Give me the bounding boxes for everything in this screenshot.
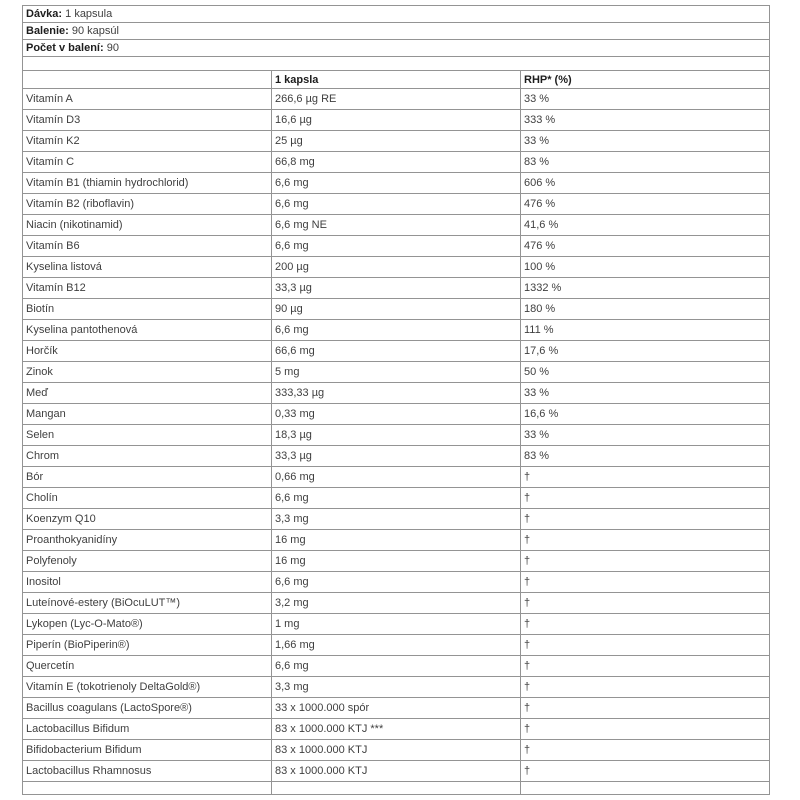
- ingredient-name-cell: Selen: [23, 425, 272, 446]
- ingredient-name-cell: Mangan: [23, 404, 272, 425]
- ingredient-name-cell: Bór: [23, 467, 272, 488]
- rhp-cell: 33 %: [521, 425, 770, 446]
- amount-cell: 3,3 mg: [272, 509, 521, 530]
- rhp-cell: †: [521, 488, 770, 509]
- table-row: [23, 257, 770, 278]
- amount-cell: 66,8 mg: [272, 152, 521, 173]
- table-row: [23, 488, 770, 509]
- rhp-cell: †: [521, 656, 770, 677]
- amount-cell: 83 x 1000.000 KTJ: [272, 761, 521, 782]
- table-row: [23, 425, 770, 446]
- amount-cell: 200 µg: [272, 257, 521, 278]
- ingredient-name-cell: Biotín: [23, 299, 272, 320]
- amount-cell: 6,6 mg: [272, 320, 521, 341]
- table-row: [23, 383, 770, 404]
- info-label: Počet v balení:: [26, 42, 104, 54]
- amount-cell: 333,33 µg: [272, 383, 521, 404]
- ingredient-name-cell: Vitamín D3: [23, 110, 272, 131]
- ingredient-name-cell: Horčík: [23, 341, 272, 362]
- cutoff-cell: [521, 782, 770, 795]
- amount-cell: 266,6 µg RE: [272, 89, 521, 110]
- amount-cell: 3,2 mg: [272, 593, 521, 614]
- info-cell: [23, 40, 770, 57]
- table-row: [23, 404, 770, 425]
- ingredient-name-cell: Vitamín B1 (thiamin hydrochlorid): [23, 173, 272, 194]
- table-row: [23, 173, 770, 194]
- info-row: [23, 40, 770, 57]
- table-row: [23, 341, 770, 362]
- amount-cell: 33 x 1000.000 spór: [272, 698, 521, 719]
- table-row: [23, 551, 770, 572]
- rhp-cell: 333 %: [521, 110, 770, 131]
- table-row: [23, 698, 770, 719]
- table-row: [23, 593, 770, 614]
- table-row: [23, 236, 770, 257]
- rhp-cell: †: [521, 551, 770, 572]
- info-row: [23, 23, 770, 40]
- amount-cell: 0,66 mg: [272, 467, 521, 488]
- table-row: [23, 299, 770, 320]
- ingredient-name-cell: Vitamín A: [23, 89, 272, 110]
- rhp-cell: 33 %: [521, 383, 770, 404]
- ingredient-name-cell: Lykopen (Lyc-O-Mato®): [23, 614, 272, 635]
- rhp-cell: †: [521, 593, 770, 614]
- table-row: [23, 215, 770, 236]
- ingredient-name-cell: Cholín: [23, 488, 272, 509]
- table-row: [23, 719, 770, 740]
- amount-cell: 33,3 µg: [272, 278, 521, 299]
- rhp-cell: †: [521, 530, 770, 551]
- ingredient-name-cell: Vitamín E (tokotrienoly DeltaGold®): [23, 677, 272, 698]
- ingredient-name-cell: Niacin (nikotinamid): [23, 215, 272, 236]
- rhp-cell: †: [521, 698, 770, 719]
- ingredient-name-cell: Zinok: [23, 362, 272, 383]
- table-row: [23, 509, 770, 530]
- amount-cell: 18,3 µg: [272, 425, 521, 446]
- rhp-cell: 83 %: [521, 152, 770, 173]
- amount-cell: 1 mg: [272, 614, 521, 635]
- rhp-cell: †: [521, 614, 770, 635]
- amount-cell: 16 mg: [272, 551, 521, 572]
- info-value: 1 kapsula: [65, 8, 113, 20]
- rhp-cell: 111 %: [521, 320, 770, 341]
- amount-cell: 90 µg: [272, 299, 521, 320]
- table-row: [23, 278, 770, 299]
- table-row: [23, 530, 770, 551]
- rhp-cell: 83 %: [521, 446, 770, 467]
- header-per-capsule: 1 kapsla: [272, 71, 521, 89]
- ingredient-name-cell: Bacillus coagulans (LactoSpore®): [23, 698, 272, 719]
- ingredient-name-cell: Proanthokyanidíny: [23, 530, 272, 551]
- amount-cell: 6,6 mg NE: [272, 215, 521, 236]
- table-row: [23, 110, 770, 131]
- table-row: [23, 635, 770, 656]
- table-row: [23, 152, 770, 173]
- ingredient-name-cell: Piperín (BioPiperin®): [23, 635, 272, 656]
- amount-cell: 6,6 mg: [272, 656, 521, 677]
- amount-cell: 6,6 mg: [272, 194, 521, 215]
- table-row: [23, 656, 770, 677]
- rhp-cell: 476 %: [521, 236, 770, 257]
- rhp-cell: 476 %: [521, 194, 770, 215]
- table-row: [23, 362, 770, 383]
- amount-cell: 16 mg: [272, 530, 521, 551]
- header-rhp: RHP* (%): [521, 71, 770, 89]
- rhp-cell: 1332 %: [521, 278, 770, 299]
- ingredient-name-cell: Vitamín B2 (riboflavin): [23, 194, 272, 215]
- ingredient-name-cell: Meď: [23, 383, 272, 404]
- rhp-cell: 17,6 %: [521, 341, 770, 362]
- table-row: [23, 320, 770, 341]
- table-row: [23, 467, 770, 488]
- rhp-cell: †: [521, 509, 770, 530]
- ingredient-name-cell: Lactobacillus Bifidum: [23, 719, 272, 740]
- cutoff-cell: [23, 782, 272, 795]
- rhp-cell: †: [521, 467, 770, 488]
- ingredient-name-cell: Vitamín K2: [23, 131, 272, 152]
- amount-cell: 83 x 1000.000 KTJ: [272, 740, 521, 761]
- rhp-cell: †: [521, 761, 770, 782]
- amount-cell: 16,6 µg: [272, 110, 521, 131]
- table-row: [23, 677, 770, 698]
- rhp-cell: 33 %: [521, 131, 770, 152]
- amount-cell: 3,3 mg: [272, 677, 521, 698]
- info-row: [23, 6, 770, 23]
- ingredient-name-cell: Kyselina listová: [23, 257, 272, 278]
- ingredient-name-cell: Kyselina pantothenová: [23, 320, 272, 341]
- cutoff-cell: [272, 782, 521, 795]
- info-label: Dávka:: [26, 8, 63, 20]
- ingredient-name-cell: Chrom: [23, 446, 272, 467]
- table-row: [23, 446, 770, 467]
- spacer-row: [23, 57, 770, 71]
- supplement-facts-sheet: [22, 5, 770, 795]
- table-row: [23, 614, 770, 635]
- rhp-cell: 100 %: [521, 257, 770, 278]
- table-row: [23, 572, 770, 593]
- rhp-cell: †: [521, 677, 770, 698]
- table-row: [23, 740, 770, 761]
- amount-cell: 33,3 µg: [272, 446, 521, 467]
- ingredient-name-cell: Bifidobacterium Bifidum: [23, 740, 272, 761]
- rhp-cell: 606 %: [521, 173, 770, 194]
- column-header-row: [23, 71, 770, 89]
- ingredient-name-cell: Luteínové-estery (BiOcuLUT™): [23, 593, 272, 614]
- amount-cell: 6,6 mg: [272, 488, 521, 509]
- rhp-cell: 180 %: [521, 299, 770, 320]
- info-value: 90 kapsúl: [71, 25, 119, 37]
- rhp-cell: 41,6 %: [521, 215, 770, 236]
- ingredient-name-cell: Polyfenoly: [23, 551, 272, 572]
- amount-cell: 25 µg: [272, 131, 521, 152]
- ingredient-name-cell: Vitamín B6: [23, 236, 272, 257]
- rhp-cell: †: [521, 635, 770, 656]
- rhp-cell: 16,6 %: [521, 404, 770, 425]
- ingredient-name-cell: Vitamín C: [23, 152, 272, 173]
- ingredient-name-cell: Vitamín B12: [23, 278, 272, 299]
- cutoff-row: [23, 782, 770, 795]
- amount-cell: 83 x 1000.000 KTJ ***: [272, 719, 521, 740]
- info-cell: [23, 6, 770, 23]
- amount-cell: 6,6 mg: [272, 572, 521, 593]
- rhp-cell: †: [521, 719, 770, 740]
- ingredient-name-cell: Koenzym Q10: [23, 509, 272, 530]
- ingredient-name-cell: Lactobacillus Rhamnosus: [23, 761, 272, 782]
- rhp-cell: †: [521, 740, 770, 761]
- amount-cell: 66,6 mg: [272, 341, 521, 362]
- table-row: [23, 761, 770, 782]
- table-row: [23, 131, 770, 152]
- header-ingredient: [23, 71, 272, 89]
- rhp-cell: †: [521, 572, 770, 593]
- table-row: [23, 89, 770, 110]
- ingredient-name-cell: Quercetín: [23, 656, 272, 677]
- amount-cell: 5 mg: [272, 362, 521, 383]
- info-value: 90: [106, 42, 119, 54]
- amount-cell: 6,6 mg: [272, 236, 521, 257]
- info-cell: [23, 23, 770, 40]
- amount-cell: 1,66 mg: [272, 635, 521, 656]
- rhp-cell: 33 %: [521, 89, 770, 110]
- nutrition-table: [22, 5, 770, 795]
- amount-cell: 0,33 mg: [272, 404, 521, 425]
- rhp-cell: 50 %: [521, 362, 770, 383]
- ingredient-name-cell: Inositol: [23, 572, 272, 593]
- spacer-cell: [23, 57, 770, 71]
- amount-cell: 6,6 mg: [272, 173, 521, 194]
- info-label: Balenie:: [26, 25, 69, 37]
- table-row: [23, 194, 770, 215]
